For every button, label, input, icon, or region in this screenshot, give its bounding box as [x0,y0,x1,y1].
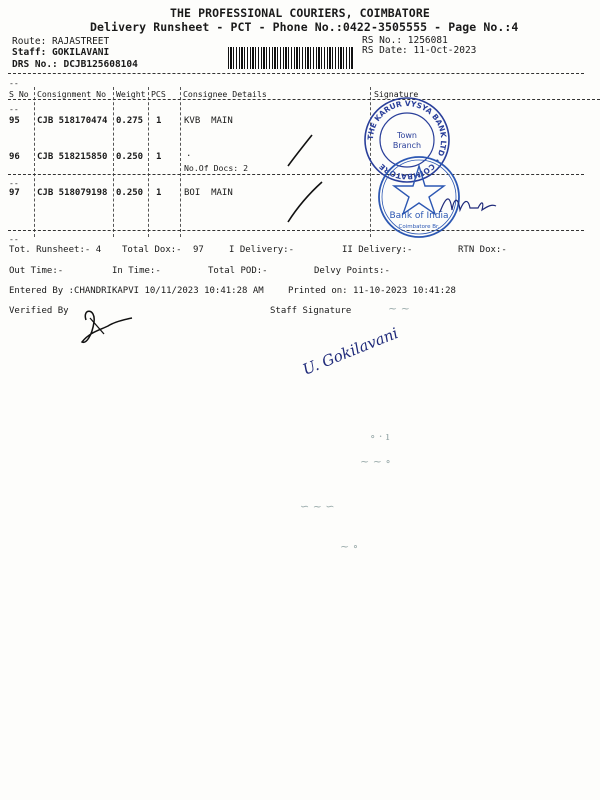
bleed-mark: ∽ ~ ∽ [300,500,335,513]
bleed-mark: ~ ∘ [340,540,359,553]
row-weight: 0.250 [116,188,144,198]
row-consignment: CJB 518170474 [37,116,108,126]
row-weight: 0.275 [116,116,144,126]
row-consignee: . [186,149,192,159]
bleed-mark: ∘ · ı [370,430,390,443]
staff-signature-label: Staff Signature [270,306,352,316]
boi-name: Bank of India [389,211,449,221]
row-consignee: KVB MAIN [184,116,233,126]
staff-handwritten-signature: U. Gokilavani [300,324,401,379]
column-header-weight: Weight [116,89,146,99]
total-dox-value: 97 [193,245,204,255]
row-sno: 95 [9,116,20,126]
row-consignment: CJB 518215850 [37,152,108,162]
total-runsheet: Tot. Runsheet:- 4 [9,245,102,255]
boi-branch: Coimbatore Br. [398,224,440,230]
row-sno: 96 [9,152,20,162]
row-pcs: 1 [156,116,162,126]
column-header-signature: Signature [374,89,419,99]
row-consignee: BOI MAIN [184,188,233,198]
separator-marks: -- [9,104,19,114]
kvb-center-line1: Town [396,131,418,140]
bleed-mark: ~ ~ [388,302,410,315]
out-time: Out Time:- [9,266,64,276]
printed-on: Printed on: 11-10-2023 10:41:28 [288,286,456,296]
row-weight: 0.250 [116,152,144,162]
drs-number: DRS No.: DCJB125608104 [12,59,138,70]
kvb-center-line2: Branch [392,141,422,150]
route-label: Route: RAJASTREET [12,36,110,47]
row-doc-count: No.Of Docs: 2 [184,163,249,173]
row-pcs: 1 [156,152,162,162]
column-header-consignee: Consignee Details [183,89,267,99]
company-title: THE PROFESSIONAL COURIERS, COIMBATORE [170,6,430,20]
separator-marks: -- [9,78,19,88]
column-header-pcs: PCS [151,89,166,99]
total-pod: Total POD:- [208,266,268,276]
tick-mark-row97 [288,182,322,222]
verifier-signature [82,311,132,342]
row-pcs: 1 [156,188,162,198]
column-header-sno: S No [9,89,29,99]
staff-label: Staff: GOKILAVANI [12,47,110,58]
in-time: In Time:- [112,266,161,276]
row-consignment: CJB 518079198 [37,188,108,198]
kvb-ring-text: THE KARUR VYSYA BANK LTD • COIMBATORE [365,98,449,182]
column-header-consignment: Consignment No [37,89,107,99]
total-dox-label: Total Dox:- [122,245,182,255]
rs-number: RS No.: 1256081 [362,35,448,46]
runsheet-subtitle: Delivery Runsheet - PCT - Phone No.:0422-3505555 - Page No.:4 [90,20,519,34]
second-delivery: II Delivery:- [342,245,413,255]
separator-marks: -- [9,234,19,244]
entered-by: Entered By :CHANDRIKAPVI 10/11/2023 10:41:28 AM [9,286,264,296]
rs-date: RS Date: 11-Oct-2023 [362,45,477,56]
verified-by-label: Verified By [9,306,69,316]
row-sno: 97 [9,188,20,198]
delivery-points: Delvy Points:- [314,266,390,276]
bleed-mark: ~ ~ ∘ [360,455,391,468]
first-delivery: I Delivery:- [229,245,295,255]
tick-mark-row96 [288,135,312,166]
return-dox: RTN Dox:- [458,245,507,255]
separator-marks: -- [9,178,19,188]
